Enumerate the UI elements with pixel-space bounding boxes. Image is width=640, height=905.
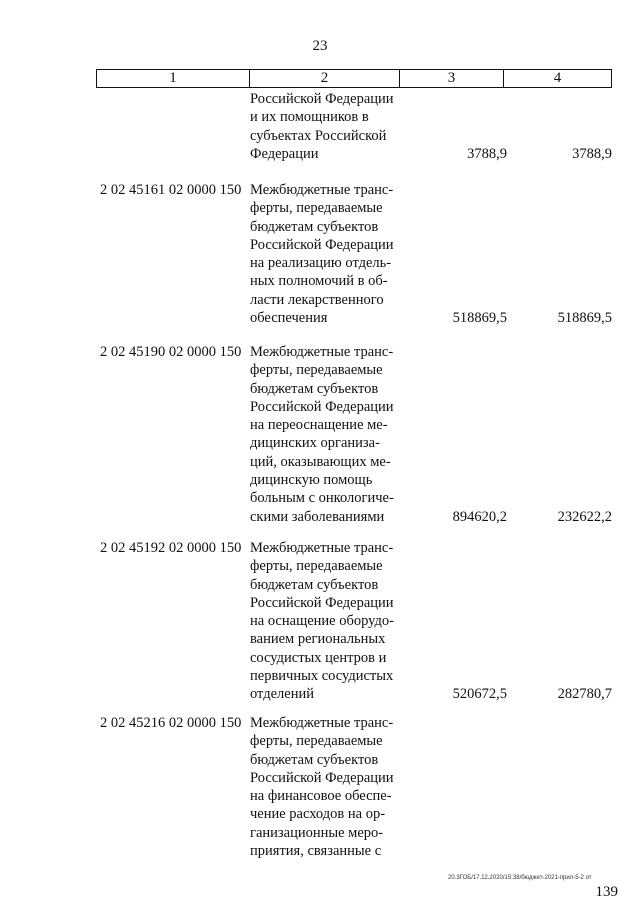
description-line: бюджетам субъектов — [250, 751, 379, 768]
amount-col-3: 894620,2 — [452, 508, 507, 525]
amount-col-3: 518869,5 — [452, 310, 507, 327]
description-line: бюджетам субъектов — [250, 218, 379, 235]
description-line: ферты, передаваемые — [250, 733, 383, 750]
table-header — [96, 69, 612, 88]
header-col-1: 1 — [97, 70, 250, 88]
budget-code: 2 02 45161 02 0000 150 — [100, 182, 242, 198]
description-line: Межбюджетные транс- — [250, 715, 394, 731]
description-line: чение расходов на ор- — [250, 806, 386, 823]
description-line: Российской Федерации — [250, 594, 394, 611]
description-line: ванием региональных — [250, 631, 386, 648]
description-line: скими заболеваниями — [250, 508, 385, 525]
amount-col-4: 232622,2 — [557, 508, 612, 525]
description-line: ферты, передаваемые — [250, 558, 383, 575]
description-line: ций, оказывающих ме- — [250, 453, 391, 470]
description — [250, 90, 403, 163]
description-line: ферты, передаваемые — [250, 362, 383, 379]
description — [250, 539, 403, 704]
header-col-2: 2 — [250, 70, 400, 88]
description-line: дицинских организа- — [250, 435, 380, 452]
description-line: на реализацию отдель- — [250, 255, 392, 272]
description-line: Федерации — [250, 145, 319, 162]
description-line: бюджетам субъектов — [250, 380, 379, 397]
description — [250, 343, 403, 526]
budget-code: 2 02 45192 02 0000 150 — [100, 540, 242, 556]
description-line: на финансовое обеспе- — [250, 788, 392, 805]
description — [250, 714, 403, 860]
description-line: Российской Федерации — [250, 236, 394, 253]
page-number: 23 — [312, 38, 328, 54]
description-line: на оснащение оборудо- — [250, 613, 394, 630]
description-line: ферты, передаваемые — [250, 200, 383, 217]
description-line: дицинскую помощь — [250, 472, 373, 489]
description-line: Российской Федерации — [250, 398, 394, 415]
description-line: Межбюджетные транс- — [250, 182, 394, 198]
description-line: Межбюджетные транс- — [250, 344, 394, 360]
description-line: Российской Федерации — [250, 91, 394, 107]
description — [250, 181, 403, 327]
amount-col-4: 282780,7 — [557, 686, 612, 703]
description-line: Российской Федерации — [250, 769, 394, 786]
sheet-number: 139 — [595, 884, 618, 900]
header-col-4: 4 — [504, 70, 612, 88]
description-line: отделений — [250, 686, 314, 703]
description-line: Межбюджетные транс- — [250, 540, 394, 556]
description-line: сосудистых центров и — [250, 649, 387, 666]
header-col-3: 3 — [400, 70, 504, 88]
description-line: ных полномочий в об- — [250, 273, 388, 290]
description-line: больным с онкологиче- — [250, 490, 394, 507]
description-line: ганизационные меро- — [250, 824, 384, 841]
budget-code: 2 02 45216 02 0000 150 — [100, 715, 242, 731]
footer-stamp: 20.3ГОБ/17.12.2020/15:38/бюджет-2021-прил-5-2 от — [448, 875, 592, 881]
description-line: на переоснащение ме- — [250, 417, 388, 434]
description-line: ласти лекарственного — [250, 291, 384, 308]
amount-col-3: 3788,9 — [467, 145, 507, 162]
amount-col-3: 520672,5 — [452, 686, 507, 703]
description-line: приятия, связанные с — [250, 843, 382, 860]
description-line: субъектах Российской — [250, 127, 387, 144]
description-line: и их помощников в — [250, 109, 369, 126]
description-line: первичных сосудистых — [250, 668, 394, 685]
amount-col-4: 3788,9 — [572, 145, 612, 162]
description-line: бюджетам субъектов — [250, 576, 379, 593]
budget-code: 2 02 45190 02 0000 150 — [100, 344, 242, 360]
amount-col-4: 518869,5 — [557, 310, 612, 327]
description-line: обеспечения — [250, 310, 328, 327]
